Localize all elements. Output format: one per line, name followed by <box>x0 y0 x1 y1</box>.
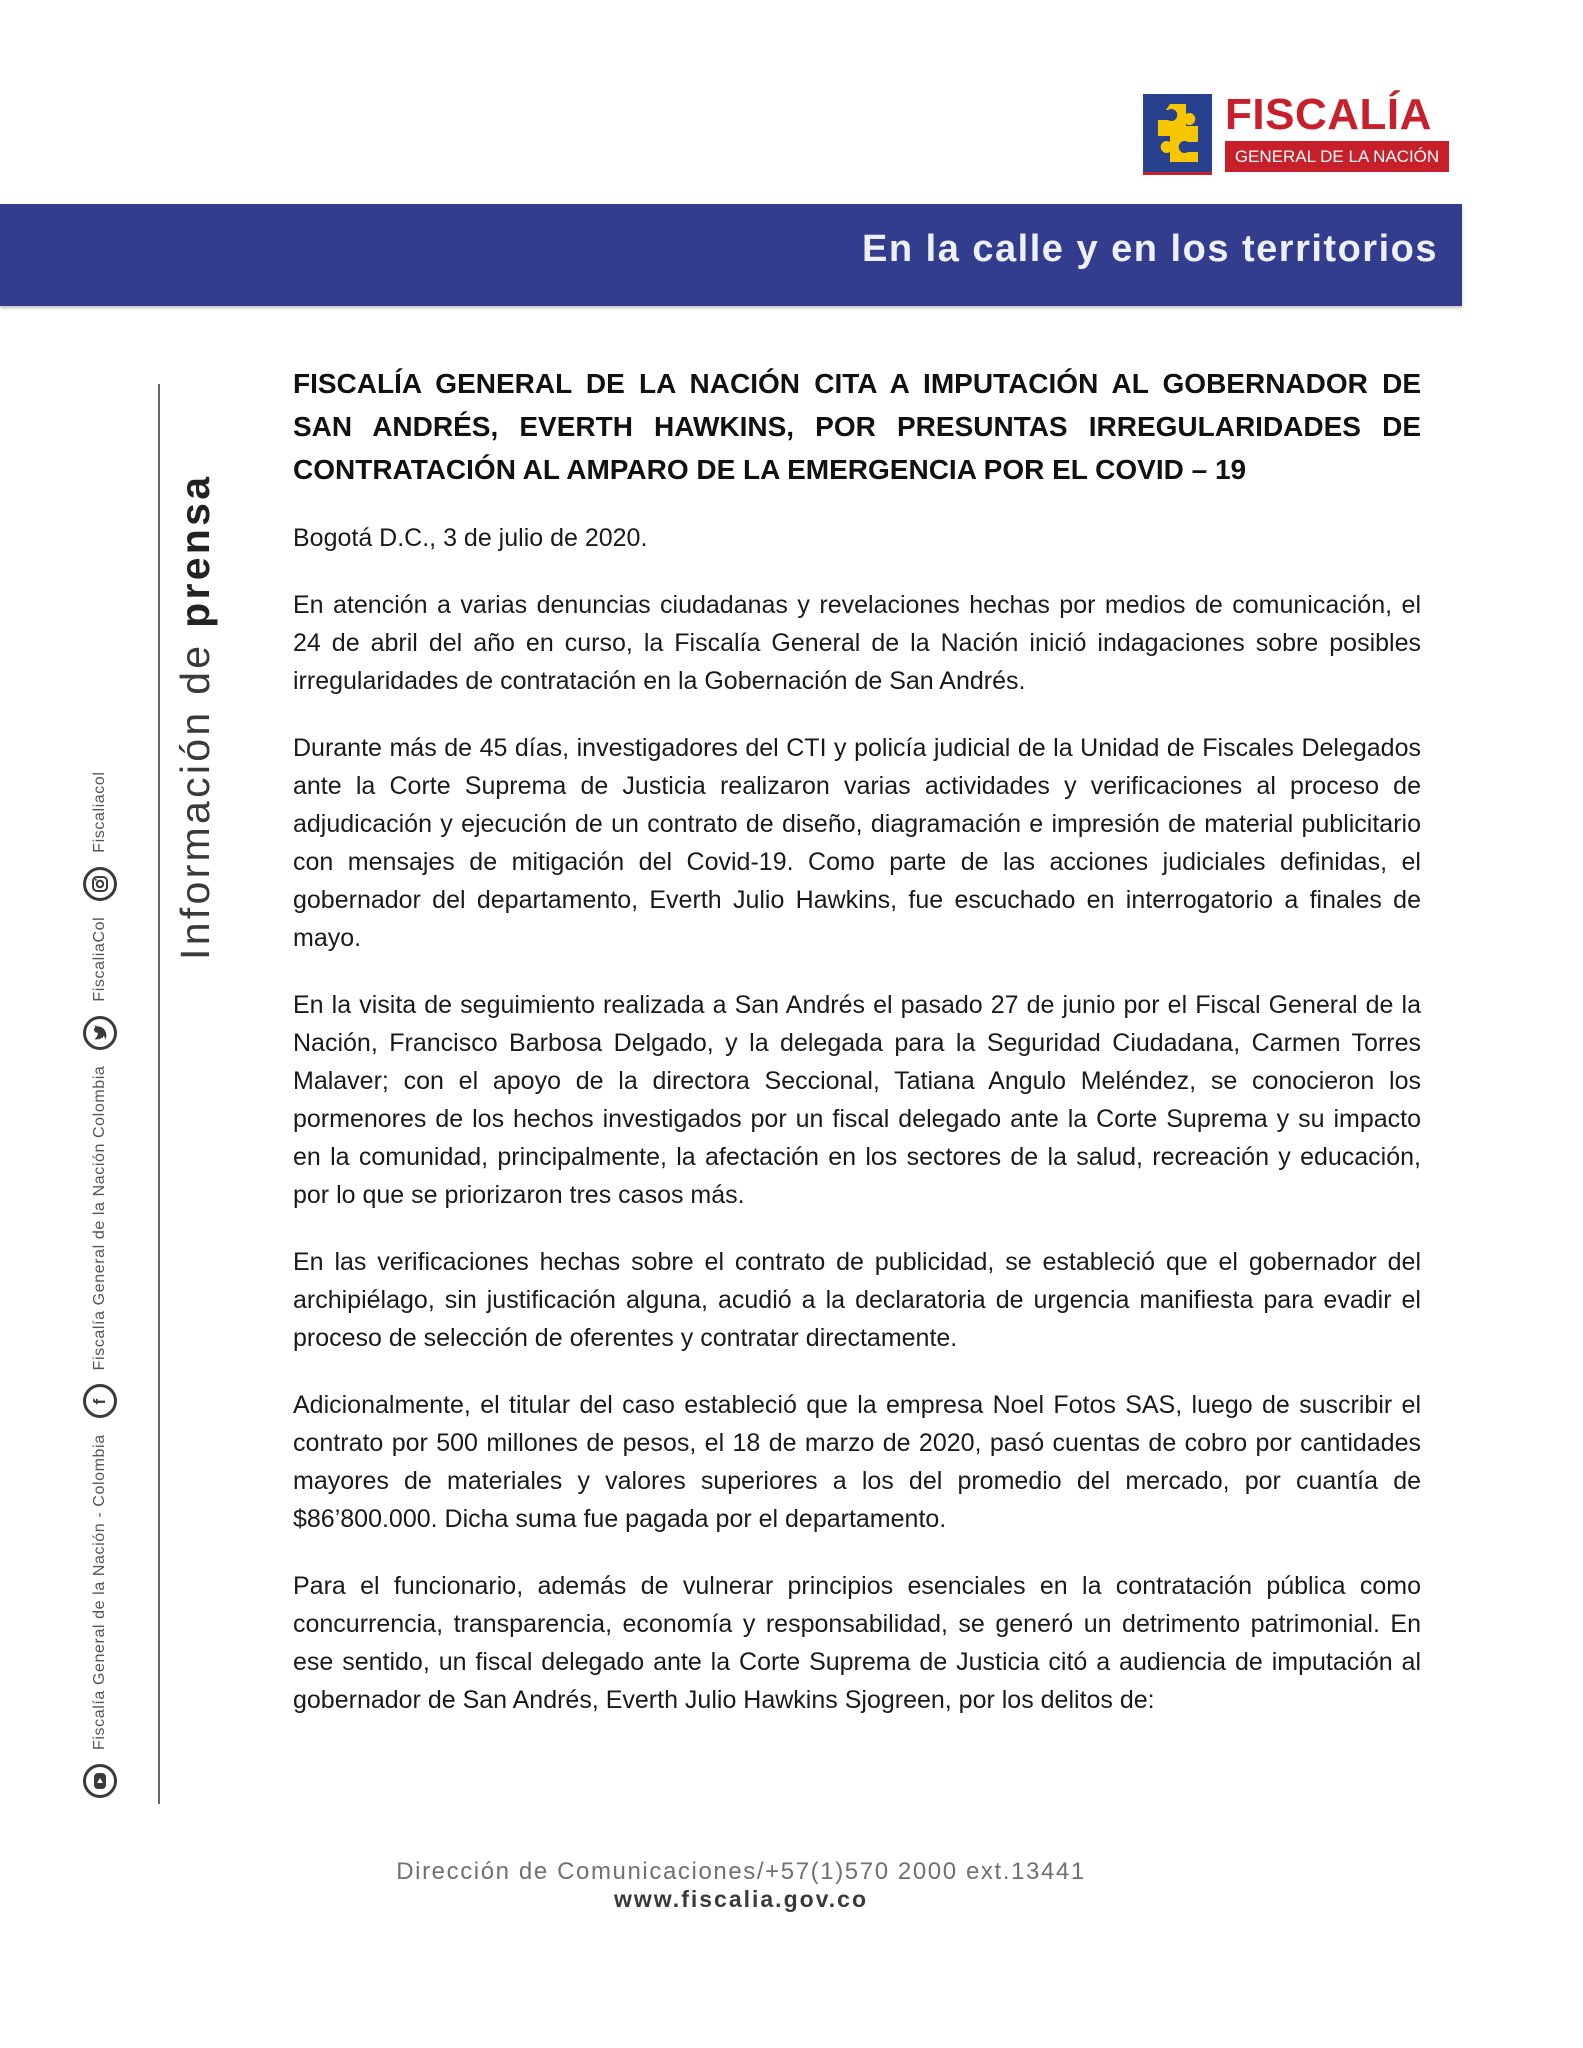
paragraph: Durante más de 45 días, investigadores del CTI y policía judicial de la Unidad de Fiscales Delegados ante la Corte Suprema de Justicia realizaron varias actividades y verificaciones al proceso de adjudicación y ejecución de un contrato de diseño, diagramación e impresión de material publicitario con mensajes de mitigación del Covid-19. Como parte de las acciones judiciales definidas, el gobernador del departamento, Everth Julio Hawkins, fue escuchado en interrogatorio a finales de mayo. <box>293 734 1421 952</box>
press-release-body <box>293 362 1421 1719</box>
facebook-handle[interactable]: Fiscalía General de la Nación Colombia <box>91 1065 108 1371</box>
vertical-title-bold: prensa <box>172 473 218 628</box>
instagram-icon[interactable] <box>83 867 117 901</box>
youtube-icon[interactable] <box>83 1764 117 1798</box>
fiscalia-logo <box>1143 90 1449 174</box>
logo-subtitle: GENERAL DE LA NACIÓN <box>1225 141 1449 172</box>
facebook-icon[interactable]: f <box>83 1384 117 1418</box>
dateline: Bogotá D.C., 3 de julio de 2020. <box>293 524 648 552</box>
paragraph: Para el funcionario, además de vulnerar principios esenciales en la contratación pública como concurrencia, transparencia, economía y responsabilidad, se generó un detrimento patrimonial. En ese sentido, un fiscal delegado ante la Corte Suprema de Justicia citó a audiencia de imputación al gobernador de San Andrés, Everth Julio Hawkins Sjogreen, por los delitos de: <box>293 1572 1421 1714</box>
footer-contact: Dirección de Comunicaciones/+57(1)570 2000 ext.13441 <box>396 1858 1086 1885</box>
banner-slogan: En la calle y en los territorios <box>862 228 1438 270</box>
sidebar-divider <box>158 384 160 1804</box>
paragraph: Adicionalmente, el titular del caso estableció que la empresa Noel Fotos SAS, luego de suscribir el contrato por 500 millones de pesos, el 18 de marzo de 2020, pasó cuentas de cobro por cantidades mayores de materiales y valores superiores a los del promedio del mercado, por cuantía de $86’800.000. Dicha suma fue pagada por el departamento. <box>293 1391 1421 1533</box>
header-banner <box>0 204 1462 306</box>
vertical-title-light: Información de <box>172 627 218 960</box>
puzzle-emblem-icon <box>1143 94 1212 175</box>
instagram-handle[interactable]: Fiscaliacol <box>91 771 108 853</box>
youtube-handle[interactable]: Fiscalía General de la Nación - Colombia <box>91 1434 108 1750</box>
twitter-handle[interactable]: FiscaliaCol <box>91 916 108 1002</box>
headline: FISCALÍA GENERAL DE LA NACIÓN CITA A IMPUTACIÓN AL GOBERNADOR DE SAN ANDRÉS, EVERTH HAWKINS, POR PRESUNTAS IRREGULARIDADES DE CONTRATACIÓN AL AMPARO DE LA EMERGENCIA POR EL COVID – 19 <box>293 368 1421 485</box>
paragraph: En la visita de seguimiento realizada a San Andrés el pasado 27 de junio por el Fiscal General de la Nación, Francisco Barbosa Delgado, y la delegada para la Seguridad Ciudadana, Carmen Torres Malaver; con el apoyo de la directora Seccional, Tatiana Angulo Meléndez, se conocieron los pormenores de los hechos investigados por un fiscal delegado ante la Corte Suprema y su impacto en la comunidad, principalmente, la afectación en los sectores de la salud, recreación y educación, por lo que se priorizaron tres casos más. <box>293 991 1421 1209</box>
logo-title: FISCALÍA <box>1225 90 1432 139</box>
paragraph: En las verificaciones hechas sobre el contrato de publicidad, se estableció que el gobernador del archipiélago, sin justificación alguna, acudió a la declaratoria de urgencia manifiesta para evadir el proceso de selección de oferentes y contratar directamente. <box>293 1248 1421 1352</box>
twitter-icon[interactable] <box>83 1016 117 1050</box>
footer-website-link[interactable]: www.fiscalia.gov.co <box>613 1886 868 1912</box>
paragraph: En atención a varias denuncias ciudadanas y revelaciones hechas por medios de comunicación, el 24 de abril del año en curso, la Fiscalía General de la Nación inició indagaciones sobre posibles irregularidades de contratación en la Gobernación de San Andrés. <box>293 591 1421 695</box>
